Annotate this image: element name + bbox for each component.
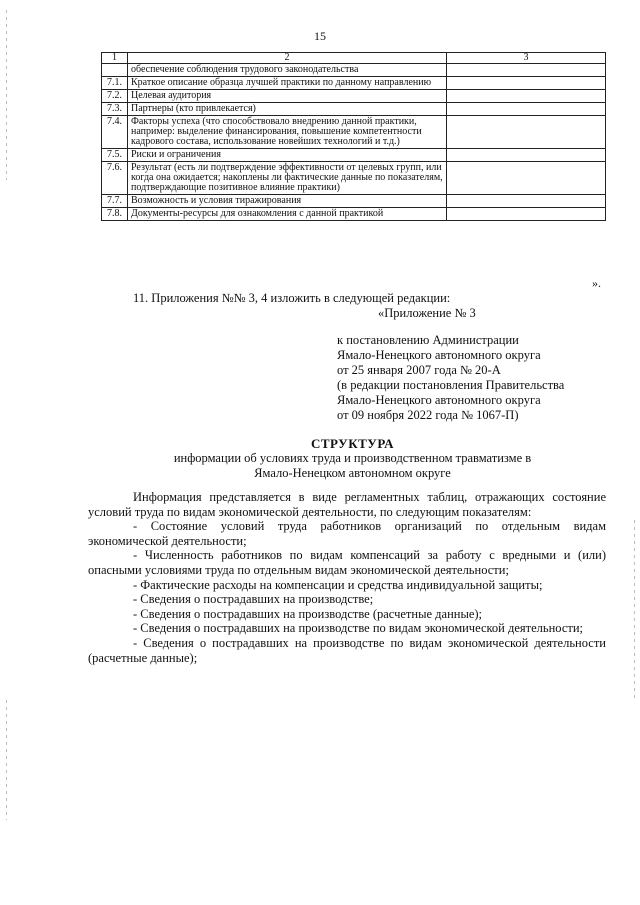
scan-edge-mark	[6, 700, 7, 820]
scan-edge-mark	[634, 520, 635, 700]
appendix-line: (в редакции постановления Правительства	[337, 378, 565, 392]
row-text: обеспечение соблюдения трудового законодательства	[128, 64, 447, 77]
row-text: Факторы успеха (что способствовало внедрению данной практики, например: выделение финансирования, повышение компетентности кадрового состава, использование новейших технологий и т.д.)	[128, 116, 447, 149]
table-header-row	[102, 53, 606, 64]
list-item: - Состояние условий труда работников организаций по отдельным видам экономической деятельности;	[88, 519, 606, 548]
row-number: 7.1.	[102, 77, 128, 90]
subtitle-line: Ямало-Ненецком автономном округе	[254, 466, 451, 480]
table-row	[102, 149, 606, 162]
row-number: 7.4.	[102, 116, 128, 149]
appendix-line: от 09 ноября 2022 года № 1067-П)	[337, 408, 519, 422]
table-row	[102, 103, 606, 116]
row-value	[447, 64, 606, 77]
table-row	[102, 77, 606, 90]
list-item: - Сведения о пострадавших на производстве;	[133, 592, 374, 607]
list-item: - Фактические расходы на компенсации и средства индивидуальной защиты;	[133, 577, 543, 592]
row-text: Краткое описание образца лучшей практики по данному направлению	[128, 77, 447, 90]
row-text: Результат (есть ли подтверждение эффективности от целевых групп, или когда она ожидается; накоплены ли фактические данные по показателям, подтверждающие позитивное влияние практики)	[128, 162, 447, 195]
table-header-cell: 3	[447, 53, 606, 64]
row-value	[447, 195, 606, 208]
appendix-title: «Приложение № 3	[378, 306, 476, 320]
appendix-line: к постановлению Администрации	[337, 333, 519, 347]
row-number: 7.5.	[102, 149, 128, 162]
row-value	[447, 77, 606, 90]
row-text: Целевая аудитория	[128, 90, 447, 103]
table-header-cell: 1	[102, 53, 128, 64]
list-item: - Сведения о пострадавших на производстве по видам экономической деятельности;	[133, 621, 584, 636]
row-value	[447, 90, 606, 103]
scan-edge-mark	[6, 10, 7, 180]
row-value	[447, 116, 606, 149]
table-row	[102, 162, 606, 195]
table-row	[102, 195, 606, 208]
row-number: 7.6.	[102, 162, 128, 195]
table-row	[102, 64, 606, 77]
row-number: 7.3.	[102, 103, 128, 116]
appendix-line: Ямало-Ненецкого автономного округа	[337, 348, 541, 362]
row-value	[447, 149, 606, 162]
row-text: Возможность и условия тиражирования	[128, 195, 447, 208]
list-item: - Сведения о пострадавших на производстве (расчетные данные);	[133, 606, 483, 621]
table-row	[102, 90, 606, 103]
row-value	[447, 208, 606, 221]
structure-subtitle	[100, 451, 605, 481]
page-number: 15	[314, 29, 326, 43]
amendment-paragraph: 11. Приложения №№ 3, 4 изложить в следующей редакции:	[133, 291, 451, 305]
row-number	[102, 64, 128, 77]
appendix-line: Ямало-Ненецкого автономного округа	[337, 393, 541, 407]
table-row	[102, 116, 606, 149]
subtitle-line: информации об условиях труда и производственном травматизме в	[173, 451, 532, 465]
row-number: 7.8.	[102, 208, 128, 221]
row-value	[447, 103, 606, 116]
appendix-reference	[337, 333, 564, 423]
table-row	[102, 208, 606, 221]
body-text	[88, 490, 606, 665]
table-header-cell: 2	[128, 53, 447, 64]
row-text: Партнеры (кто привлекается)	[128, 103, 447, 116]
row-number: 7.2.	[102, 90, 128, 103]
intro-paragraph: Информация представляется в виде регламентных таблиц, отражающих состояние условий труда по видам экономической деятельности, по следующим показателям:	[88, 490, 606, 519]
list-item: - Численность работников по видам компенсаций за работу с вредными и (или) опасными условиями труда по отдельным видам экономической деятельности;	[88, 548, 606, 577]
structure-title: СТРУКТУРА	[310, 436, 395, 451]
closing-quote: ».	[592, 276, 601, 290]
appendix-line: от 25 января 2007 года № 20-А	[337, 363, 501, 377]
practice-table	[101, 52, 606, 221]
list-item: - Сведения о пострадавших на производстве по видам экономической деятельности (расчетные данные);	[88, 635, 606, 665]
row-text: Документы-ресурсы для ознакомления с данной практикой	[128, 208, 447, 221]
row-text: Риски и ограничения	[128, 149, 447, 162]
row-value	[447, 162, 606, 195]
row-number: 7.7.	[102, 195, 128, 208]
